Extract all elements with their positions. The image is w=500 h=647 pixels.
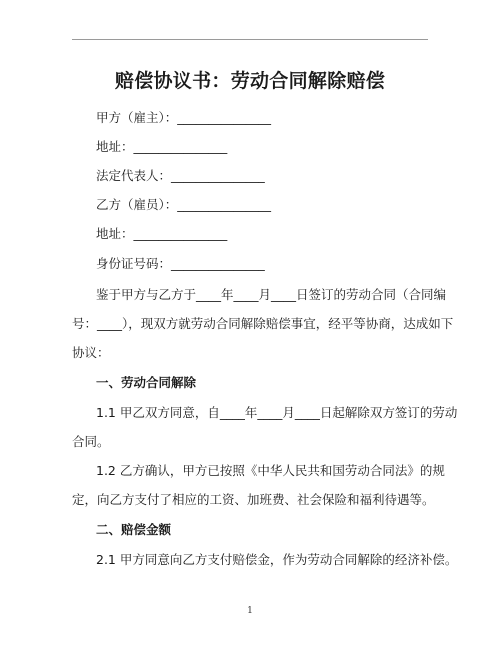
clause-1-1-line-1: 1.1 甲乙双方同意，自____年____月____日起解除双方签订的劳动 xyxy=(96,405,458,420)
document-title: 赔偿协议书：劳动合同解除赔偿 xyxy=(114,70,386,92)
clause-1-1-line-2: 合同。 xyxy=(72,434,110,449)
clause-2-1: 2.1 甲方同意向乙方支付赔偿金，作为劳动合同解除的经济补偿。 xyxy=(96,552,458,567)
intro-line-1: 鉴于甲方与乙方于____年____月____日签订的劳动合同（合同编 xyxy=(96,287,447,302)
field-id-number: 身份证号码：_______________ xyxy=(96,256,265,271)
clause-1-2-line-1: 1.2 乙方确认，甲方已按照《中华人民共和国劳动合同法》的规 xyxy=(96,463,445,478)
intro-line-2: 号：____），现双方就劳动合同解除赔偿事宜，经平等协商，达成如下 xyxy=(72,316,454,331)
field-employer-address: 地址：_______________ xyxy=(96,139,228,154)
field-legal-representative: 法定代表人：_______________ xyxy=(96,168,265,183)
section-1-heading: 一、劳动合同解除 xyxy=(96,375,197,390)
top-rule xyxy=(72,39,428,40)
intro-line-3: 协议： xyxy=(72,345,110,360)
section-2-heading: 二、赔偿金额 xyxy=(96,522,172,537)
field-employee: 乙方（雇员）：_______________ xyxy=(96,197,272,212)
clause-1-2-line-2: 定，向乙方支付了相应的工资、加班费、社会保险和福利待遇等。 xyxy=(72,492,435,507)
field-employee-address: 地址：_______________ xyxy=(96,226,228,241)
page-number: 1 xyxy=(247,606,253,616)
field-employer: 甲方（雇主）：_______________ xyxy=(96,110,272,125)
